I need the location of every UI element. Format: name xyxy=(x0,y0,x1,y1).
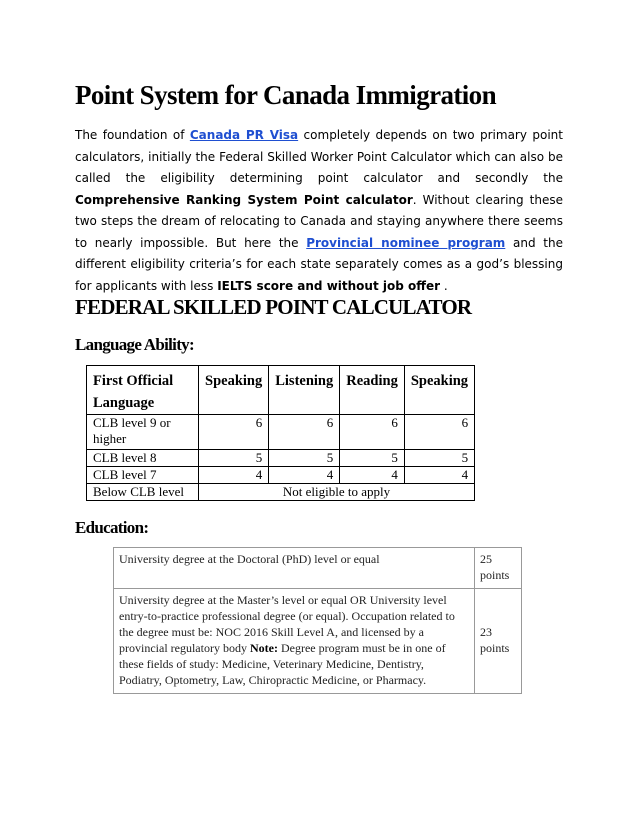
table-row xyxy=(87,484,475,501)
cell-value: 5 xyxy=(199,450,269,467)
education-table xyxy=(113,547,522,694)
cell-value: 5 xyxy=(269,450,340,467)
header-reading: Reading xyxy=(340,366,405,415)
education-points: 25 points xyxy=(475,548,522,589)
cell-value: 5 xyxy=(404,450,474,467)
language-header-row xyxy=(87,366,475,415)
intro-text-2: completely depends on two primary point calculators, initially the Federal Skilled Worker Point Calculator which can also be called the eligibility determining point calculator and secondly the xyxy=(75,128,563,185)
cell-value: 5 xyxy=(340,450,405,467)
header-listening: Listening xyxy=(269,366,340,415)
row-label: CLB level 8 xyxy=(87,450,199,467)
language-table xyxy=(86,365,475,501)
cell-value: 6 xyxy=(404,415,474,450)
row-label: CLB level 7 xyxy=(87,467,199,484)
section-title: FEDERAL SKILLED POINT CALCULATOR xyxy=(75,295,472,319)
not-eligible-cell: Not eligible to apply xyxy=(199,484,475,501)
provincial-nominee-link[interactable]: Provincial nominee program xyxy=(306,235,506,250)
education-criteria xyxy=(114,589,475,694)
cell-value: 6 xyxy=(199,415,269,450)
header-speaking: Speaking xyxy=(199,366,269,415)
note-label: Note: xyxy=(249,641,278,655)
table-row xyxy=(114,548,522,589)
intro-text-4: and the different eligibility criteria’s for each state separately comes as a god’s blessing for applicants with less xyxy=(75,235,563,293)
header-first-official-language: First Official Language xyxy=(87,366,199,415)
intro-text-5: . xyxy=(440,278,448,293)
header-speaking-2: Speaking xyxy=(404,366,474,415)
table-row xyxy=(87,415,475,450)
cell-value: 4 xyxy=(404,467,474,484)
crs-bold-text: Comprehensive Ranking System Point calculator xyxy=(75,192,413,207)
cell-value: 4 xyxy=(199,467,269,484)
table-row xyxy=(87,450,475,467)
criteria-text: University degree at the Master’s level or equal OR University level entry-to-practice professional degree (or equal). Occupation related to the degree must be: NOC 2016 Skill Level A, and licensed by a provincial regulatory body xyxy=(119,593,455,655)
intro-text-1: The foundation of xyxy=(75,128,190,142)
cell-value: 6 xyxy=(269,415,340,450)
education-criteria: University degree at the Doctoral (PhD) level or equal xyxy=(114,548,475,589)
cell-value: 6 xyxy=(340,415,405,450)
cell-value: 4 xyxy=(269,467,340,484)
intro-text-3: . Without clearing these two steps the dream of relocating to Canada and staying anywhere there seems to nearly impossible. But here the xyxy=(75,192,563,250)
row-label: Below CLB level xyxy=(87,484,199,501)
page-title: Point System for Canada Immigration xyxy=(75,80,496,110)
row-label: CLB level 9 or higher xyxy=(87,415,199,450)
education-points: 23 points xyxy=(475,589,522,694)
note-text: Degree program must be in one of these fields of study: Medicine, Veterinary Medicine, Dentistry, Podiatry, Optometry, Law, Chiropractic Medicine, or Pharmacy. xyxy=(119,641,446,687)
canada-pr-visa-link[interactable]: Canada PR Visa xyxy=(189,128,299,142)
ielts-bold-text: IELTS score and without job offer xyxy=(217,278,441,293)
intro-paragraph xyxy=(75,125,563,297)
table-row xyxy=(114,589,522,694)
table-row xyxy=(87,467,475,484)
education-heading: Education: xyxy=(75,518,149,537)
cell-value: 4 xyxy=(340,467,405,484)
language-heading: Language Ability: xyxy=(75,335,194,354)
